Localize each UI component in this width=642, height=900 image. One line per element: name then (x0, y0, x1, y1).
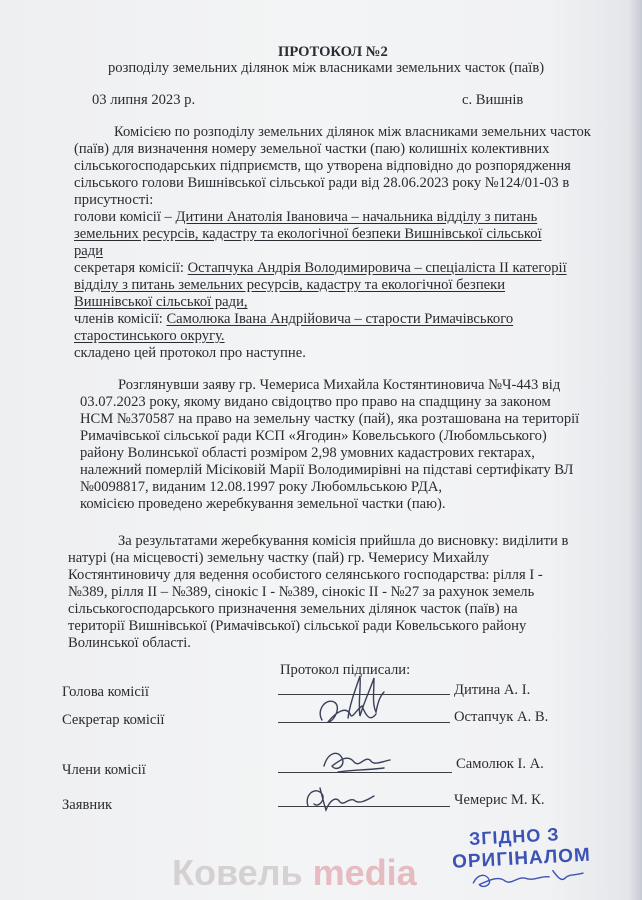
head-prefix: голови комісії – (74, 209, 176, 225)
member-prefix: членів комісії: (74, 311, 167, 327)
para2-line: комісією проведено жеребкування земельної частки (паю). (80, 496, 446, 512)
signature-applicant-image (300, 780, 380, 816)
stamp-line: ОРИГІНАЛОМ (451, 844, 592, 873)
para3-line: За результатами жеребкування комісія прийшла до висновку: виділити в (118, 533, 569, 549)
signature-role: Голова комісії (62, 684, 149, 700)
para3-line: Костянтиновичу для ведення особистого селянського господарства: рілля І - (68, 567, 543, 583)
document-title: ПРОТОКОЛ №2 (278, 44, 388, 60)
member-line (74, 311, 513, 328)
conformity-stamp (451, 822, 604, 890)
head-name: Дитини Анатолія Івановича – начальника відділу з питань (175, 209, 538, 225)
secretary-line (74, 260, 567, 277)
document-place: с. Вишнів (462, 92, 524, 108)
watermark-accent: media (312, 852, 417, 893)
secretary-name: Остапчука Андрія Володимировича – спеціаліста ІІ категорії (187, 260, 567, 276)
intro-line: (паїв) для визначення номеру земельної частки (паю) колишніх колективних (74, 141, 550, 157)
signature-role: Секретар комісії (62, 712, 165, 728)
para2-line: 03.07.2023 року, якому видано свідоцтво про право на спадщину за законом (80, 394, 551, 410)
document-date: 03 липня 2023 р. (92, 92, 196, 108)
intro-line: присутності: (74, 192, 154, 208)
para2-line: №0098817, виданим 12.08.1997 року Любомльською РДА, (80, 479, 443, 495)
intro-line: сільськогосподарських підприємств, що утворена відповідно до розпорядження (74, 158, 571, 174)
head-line (74, 209, 537, 226)
signature-role: Заявник (62, 797, 113, 813)
signature-name: Дитина А. І. (454, 682, 531, 698)
secretary-prefix: секретаря комісії: (74, 260, 188, 276)
secretary-line: Вишнівської сільської ради, (74, 294, 248, 310)
member-line: старостинського округу. (74, 328, 225, 344)
stamp-line: ЗГІДНО З (468, 824, 561, 849)
head-line: ради (74, 243, 104, 259)
watermark (172, 852, 417, 894)
para3-line: натурі (на місцевості) земельну частку (пай) гр. Чемерису Михайлу (68, 550, 490, 566)
signature-name: Остапчук А. В. (454, 709, 549, 725)
para2-line: Римачівської сільської ради КСП «Ягодин» Ковельського (Любомльського) (80, 428, 547, 444)
para2-line: НСМ №370587 на право на земельну частку (пай), яка розташована на території (80, 411, 580, 427)
member-name: Самолюка Івана Андрійовича – старости Римачівського (166, 311, 514, 327)
para3-line: території Вишнівської (Римачівської) сільської ради Ковельського району (68, 618, 527, 634)
intro-line: Комісією по розподілу земельних ділянок між власниками земельних часток (114, 124, 591, 140)
paper-edge-shadow (628, 0, 642, 900)
para2-line: Розглянувши заяву гр. Чемериса Михайла Костянтиновича №Ч-443 від (118, 377, 561, 393)
watermark-text: Ковель (172, 852, 313, 893)
para2-line: району Волинської області розміром 2,98 умовних кадастрових гектарах, (80, 445, 535, 461)
para3-line: Волинської області. (68, 635, 191, 651)
secretary-line: відділу з питань земельних ресурсів, кадастру та екологічної безпеки (74, 277, 506, 293)
signature-name: Чемерис М. К. (454, 792, 545, 808)
intro-line: сільського голови Вишнівської сільської ради від 28.06.2023 року №124/01-03 в (74, 175, 570, 191)
signed-heading: Протокол підписали: (280, 662, 411, 678)
signature-member-image (318, 742, 398, 778)
compiled-line: складено цей протокол про наступне. (74, 345, 306, 361)
signature-name: Самолюк І. А. (456, 756, 544, 772)
para3-line: сільськогосподарського призначення земельних ділянок часток (паїв) на (68, 601, 518, 617)
document-subtitle: розподілу земельних ділянок між власниками земельних часток (паїв) (108, 60, 545, 76)
signature-role: Члени комісії (62, 762, 146, 778)
para3-line: №389, рілля ІІ – №389, сінокіс І - №389, сінокіс ІІ - №27 за рахунок земель (68, 584, 535, 600)
head-line: земельних ресурсів, кадастру та екологічної безпеки Вишнівської сільської (74, 226, 542, 242)
para2-line: належний померлій Місіковій Марії Володимирівні на підставі сертифікату ВЛ (80, 462, 574, 478)
signature-secretary-image (312, 692, 382, 732)
